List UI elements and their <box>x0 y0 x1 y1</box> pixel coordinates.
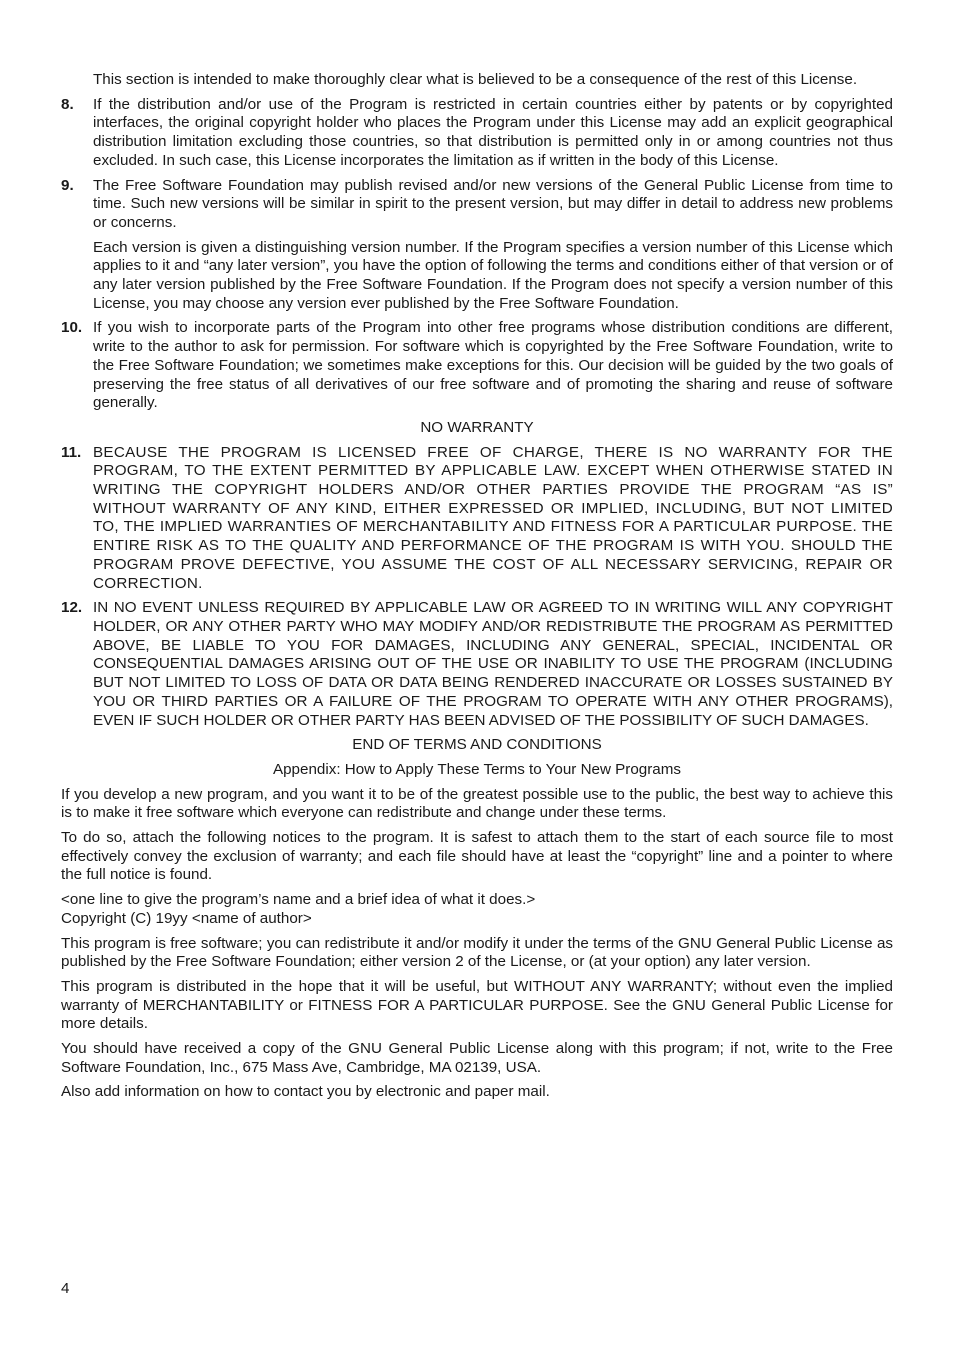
notice-template <box>61 891 893 928</box>
section-11 <box>61 444 893 594</box>
appendix-paragraph-6: Also add information on how to contact you by electronic and paper mail. <box>61 1083 550 1101</box>
appendix-paragraph-2: To do so, attach the following notices to the program. It is safest to attach them to the start of each source file to most effectively convey the exclusion of warranty; and each file should have at least the “copyright” line and a pointer to where the full notice is found. <box>61 829 893 884</box>
appendix-paragraph-1: If you develop a new program, and you want it to be of the greatest possible use to the public, the best way to achieve this is to make it free software which everyone can redistribute and change under these terms. <box>61 785 893 822</box>
section-text: If you wish to incorporate parts of the Program into other free programs whose distribution conditions are different, write to the author to ask for permission. For software which is copyrighted by the Free Software Foundation, write to the Free Software Foundation; we sometimes make exceptions for this. Our decision will be guided by the two goals of preserving the free status of all derivatives of our free software and of promoting the sharing and reuse of software generally. <box>93 319 893 412</box>
section-number: 8. <box>61 95 74 113</box>
appendix-paragraph-3: This program is free software; you can redistribute it and/or modify it under the terms of the GNU General Public License as published by the Free Software Foundation; either version 2 of the License, or (at your option) any later version. <box>61 934 893 971</box>
section-number: 12. <box>61 599 83 617</box>
heading-appendix: Appendix: How to Apply These Terms to Your New Programs <box>272 760 682 778</box>
page-number: 4 <box>61 1280 70 1297</box>
appendix-paragraph-5: You should have received a copy of the GNU General Public License along with this program; if not, write to the Free Software Foundation, Inc., 675 Mass Ave, Cambridge, MA 02139, USA. <box>61 1040 893 1076</box>
heading-no-warranty: NO WARRANTY <box>420 418 534 436</box>
section-text: If the distribution and/or use of the Program is restricted in certain countries either by patents or by copyrighted interfaces, the original copyright holder who places the Program under this License may add an explicit geographical distribution limitation excluding those countries, so that distribution is permitted only in or among countries not thus excluded. In such case, this License incorporates the limitation as if written in the body of this License. <box>93 95 893 169</box>
intro-paragraph: This section is intended to make thoroughly clear what is believed to be a consequence of the rest of this License. <box>93 71 858 88</box>
section-text: IN NO EVENT UNLESS REQUIRED BY APPLICABLE LAW OR AGREED TO IN WRITING WILL ANY COPYRIGHT HOLDER, OR ANY OTHER PARTY WHO MAY MODIFY AND/OR REDISTRIBUTE THE PROGRAM AS PERMITTED ABOVE, BE LIABLE TO YOU FOR DAMAGES, INCLUDING ANY GENERAL, SPECIAL, INCIDENTAL OR CONSEQUENTIAL DAMAGES ARISING OUT OF THE USE OR INABILITY TO USE THE PROGRAM (INCLUDING BUT NOT LIMITED TO LOSS OF DATA OR DATA BEING RENDERED INACCURATE OR LOSSES SUSTAINED BY YOU OR THIRD PARTIES OR A FAILURE OF THE PROGRAM TO OPERATE WITH ANY OTHER PROGRAMS), EVEN IF SUCH HOLDER OR OTHER PARTY HAS BEEN ADVISED OF THE POSSIBILITY OF SUCH DAMAGES. <box>93 599 893 729</box>
section-10 <box>61 319 893 413</box>
section-number: 11. <box>61 443 82 461</box>
section-subparagraph: Each version is given a distinguishing version number. If the Program specifies a version number of this License which applies to it and “any later version”, you have the option of following the terms and conditions either of that version or of any later version published by the Free Software Foundation. If the Program does not specify a version number of this License, you may choose any version ever published by the Free Software Foundation. <box>93 238 893 312</box>
appendix-paragraph-4: This program is distributed in the hope that it will be useful, but WITHOUT ANY WARRANTY; without even the implied warranty of MERCHANTABILITY or FITNESS FOR A PARTICULAR PURPOSE. See the GNU General Public License for more details. <box>61 977 893 1033</box>
notice-line-2: Copyright (C) 19yy <name of author> <box>61 909 312 927</box>
section-9 <box>61 177 893 314</box>
section-8 <box>61 96 893 171</box>
notice-line-1: <one line to give the program’s name and a brief idea of what it does.> <box>61 891 536 909</box>
heading-end-of-terms: END OF TERMS AND CONDITIONS <box>352 736 602 754</box>
section-12 <box>61 599 893 730</box>
section-text: The Free Software Foundation may publish revised and/or new versions of the General Public License from time to time. Such new versions will be similar in spirit to the present version, but may differ in detail to address new problems or concerns. <box>93 176 893 231</box>
section-number: 10. <box>61 319 83 337</box>
document-body <box>61 71 893 1108</box>
section-number: 9. <box>61 176 74 194</box>
section-body <box>93 177 893 314</box>
section-text: BECAUSE THE PROGRAM IS LICENSED FREE OF CHARGE, THERE IS NO WARRANTY FOR THE PROGRAM, TO THE EXTENT PERMITTED BY APPLICABLE LAW. EXCEPT WHEN OTHERWISE STATED IN WRITING THE COPYRIGHT HOLDERS AND/OR OTHER PARTIES PROVIDE THE PROGRAM “AS IS” WITHOUT WARRANTY OF ANY KIND, EITHER EXPRESSED OR IMPLIED, INCLUDING, BUT NOT LIMITED TO, THE IMPLIED WARRANTIES OF MERCHANTABILITY AND FITNESS FOR A PARTICULAR PURPOSE. THE ENTIRE RISK AS TO THE QUALITY AND PERFORMANCE OF THE PROGRAM IS WITH YOU. SHOULD THE PROGRAM PROVE DEFECTIVE, YOU ASSUME THE COST OF ALL NECESSARY SERVICING, REPAIR OR CORRECTION. <box>93 443 893 592</box>
